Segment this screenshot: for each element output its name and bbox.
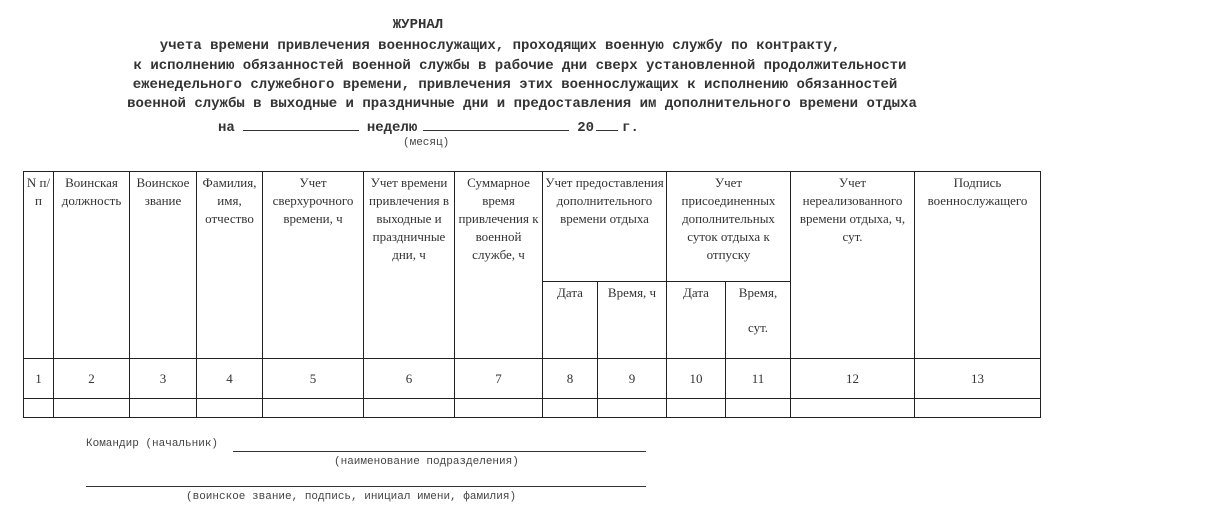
year-blank[interactable]	[596, 116, 618, 131]
col-number-6: 6	[364, 359, 455, 399]
col-header-rank: Воинское звание	[130, 172, 197, 359]
subcol-time-9: Время, ч	[598, 282, 667, 359]
month-blank[interactable]	[243, 116, 359, 131]
empty-cell[interactable]	[598, 399, 667, 418]
empty-cell[interactable]	[455, 399, 543, 418]
empty-cell[interactable]	[726, 399, 791, 418]
col-header-weekend: Учет времени привлечения в выходные и праздничные дни, ч	[364, 172, 455, 359]
signature-hint: (воинское звание, подпись, инициал имени, фамилия)	[186, 491, 517, 503]
empty-cell[interactable]	[364, 399, 455, 418]
journal-title: ЖУРНАЛ	[392, 17, 444, 33]
col-number-2: 2	[54, 359, 130, 399]
commander-line[interactable]	[233, 451, 646, 452]
subcol-date-8: Дата	[543, 282, 598, 359]
col-header-total: Суммарное время привлечения к военной службе, ч	[455, 172, 543, 359]
unit-hint: (наименование подразделения)	[334, 456, 519, 468]
week-blank[interactable]	[423, 116, 569, 131]
col-header-unused-rest: Учет нереализованного времени отдыха, ч, сут.	[791, 172, 915, 359]
empty-cell[interactable]	[130, 399, 197, 418]
title-line-4: военной службы в выходные и праздничные дни и предоставления им дополнительного времени отдыха	[127, 96, 917, 112]
col-header-number: N п/п	[24, 172, 54, 359]
empty-cell[interactable]	[543, 399, 598, 418]
col-header-added-days: Учет присоединенных дополнительных суток отдыха к отпуску	[667, 172, 791, 282]
journal-table	[23, 171, 1041, 418]
period-line	[218, 116, 639, 138]
empty-cell[interactable]	[54, 399, 130, 418]
subcol-time-11-bottom: сут.	[747, 320, 769, 335]
empty-cell[interactable]	[263, 399, 364, 418]
title-line-2: к исполнению обязанностей военной службы в рабочие дни сверх установленной продолжительности	[133, 58, 907, 74]
col-number-1: 1	[24, 359, 54, 399]
table-row	[24, 399, 1041, 418]
col-number-9: 9	[598, 359, 667, 399]
month-hint: (месяц)	[403, 137, 450, 149]
col-number-5: 5	[263, 359, 364, 399]
col-number-13: 13	[915, 359, 1041, 399]
subcol-time-11-top: Время,	[738, 285, 778, 300]
col-number-3: 3	[130, 359, 197, 399]
col-number-11: 11	[726, 359, 791, 399]
commander-label: Командир (начальник)	[86, 438, 219, 450]
col-header-overtime: Учет сверхурочного времени, ч	[263, 172, 364, 359]
signature-line[interactable]	[86, 486, 646, 487]
col-number-12: 12	[791, 359, 915, 399]
subcol-date-10: Дата	[667, 282, 726, 359]
empty-cell[interactable]	[24, 399, 54, 418]
col-number-4: 4	[197, 359, 263, 399]
period-year: 20	[577, 120, 595, 136]
empty-cell[interactable]	[667, 399, 726, 418]
col-header-name: Фамилия, имя, отчество	[197, 172, 263, 359]
col-header-signature: Подпись военнослужащего	[915, 172, 1041, 359]
title-line-3: еженедельного служебного времени, привлечения этих военнослужащих к исполнению обязанностей	[132, 77, 898, 93]
col-number-7: 7	[455, 359, 543, 399]
period-suffix: г.	[622, 120, 639, 136]
period-week: неделю	[366, 120, 418, 136]
subcol-time-11	[726, 282, 791, 359]
col-header-extra-rest: Учет предоставления дополнительного времени отдыха	[543, 172, 667, 282]
title-line-1: учета времени привлечения военнослужащих, проходящих военную службу по контракту,	[159, 38, 841, 54]
col-header-position: Воинская должность	[54, 172, 130, 359]
empty-cell[interactable]	[915, 399, 1041, 418]
period-prefix: на	[218, 120, 235, 136]
empty-cell[interactable]	[197, 399, 263, 418]
empty-cell[interactable]	[791, 399, 915, 418]
col-number-8: 8	[543, 359, 598, 399]
col-number-10: 10	[667, 359, 726, 399]
